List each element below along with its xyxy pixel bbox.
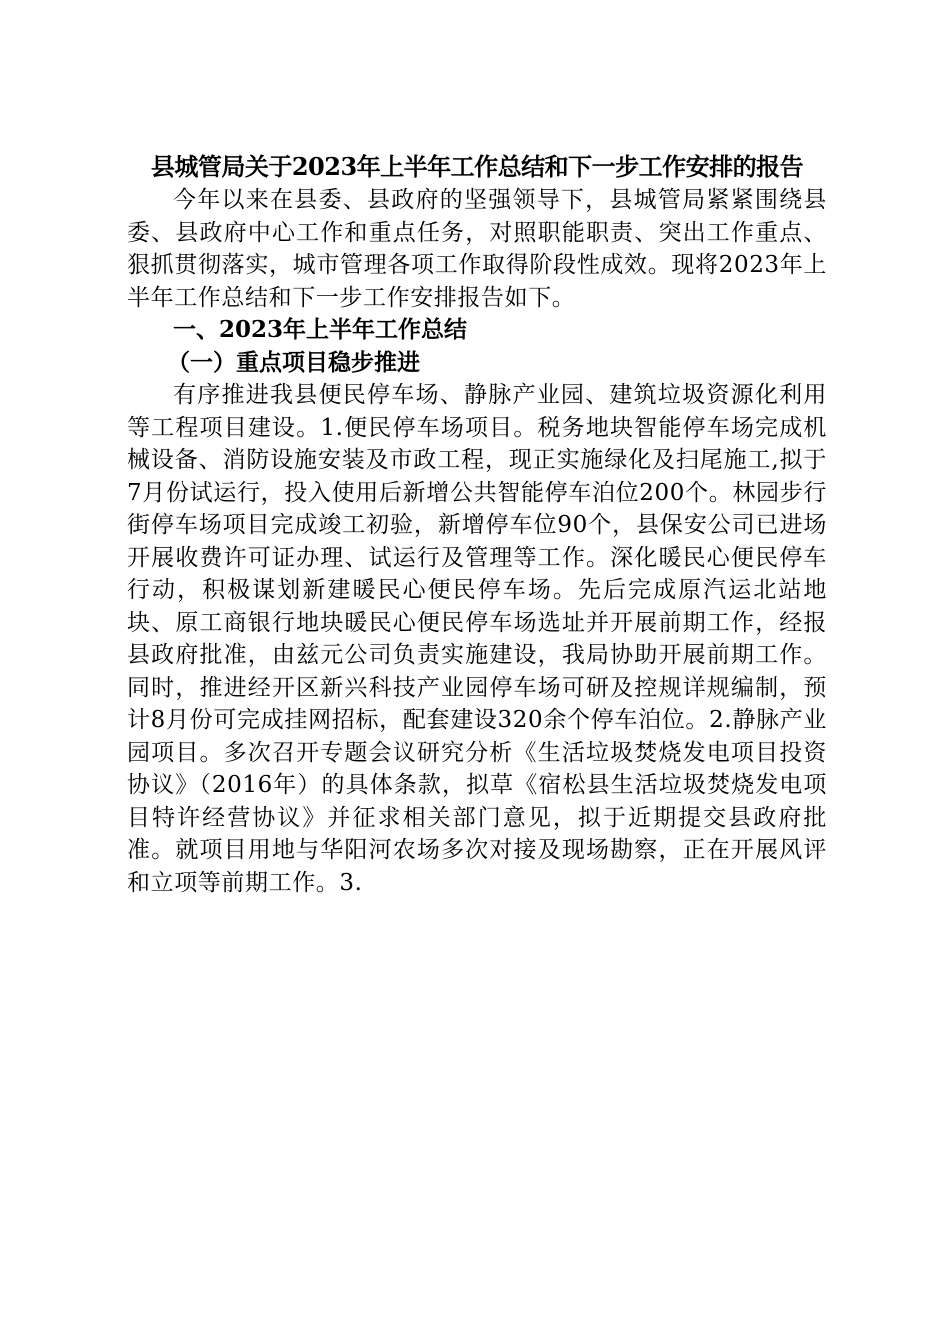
body-paragraph: 有序推进我县便民停车场、静脉产业园、建筑垃圾资源化利用等工程项目建设。1.便民停车场项目。税务地块智能停车场完成机械设备、消防设施安装及市政工程，现正实施绿化及扫尾施工,拟于7月份试运行，投入使用后新增公共智能停车泊位200个。林园步行街停车场项目完成竣工初验，新增停车位90个，县保安公司已进场开展收费许可证办理、试运行及管理等工作。深化暖民心便民停车行动，积极谋划新建暖民心便民停车场。先后完成原汽运北站地块、原工商银行地块暖民心便民停车场选址并开展前期工作，经报县政府批准，由兹元公司负责实施建设，我局协助开展前期工作。同时，推进经开区新兴科技产业园停车场可研及控规详规编制，预计8月份可完成挂网招标，配套建设320余个停车泊位。2.静脉产业园项目。多次召开专题会议研究分析《生活垃圾焚烧发电项目投资协议》（2016年）的具体条款，拟草《宿松县生活垃圾焚烧发电项目特许经营协议》并征求相关部门意见，拟于近期提交县政府批准。就项目用地与华阳河农场多次对接及现场勘察，正在开展风评和立项等前期工作。3. (127, 382, 827, 896)
document-title: 县城管局关于2023年上半年工作总结和下一步工作安排的报告 (150, 152, 804, 181)
subsection-heading: （一）重点项目稳步推进 (167, 348, 420, 376)
intro-paragraph: 今年以来在县委、县政府的坚强领导下，县城管局紧紧围绕县委、县政府中心工作和重点任务，对照职能职责、突出工作重点、狠抓贯彻落实，城市管理各项工作取得阶段性成效。现将2023年上半年工作总结和下一步工作安排报告如下。 (127, 187, 827, 311)
document-content (127, 150, 827, 899)
section-heading: 一、2023年上半年工作总结 (173, 316, 468, 343)
